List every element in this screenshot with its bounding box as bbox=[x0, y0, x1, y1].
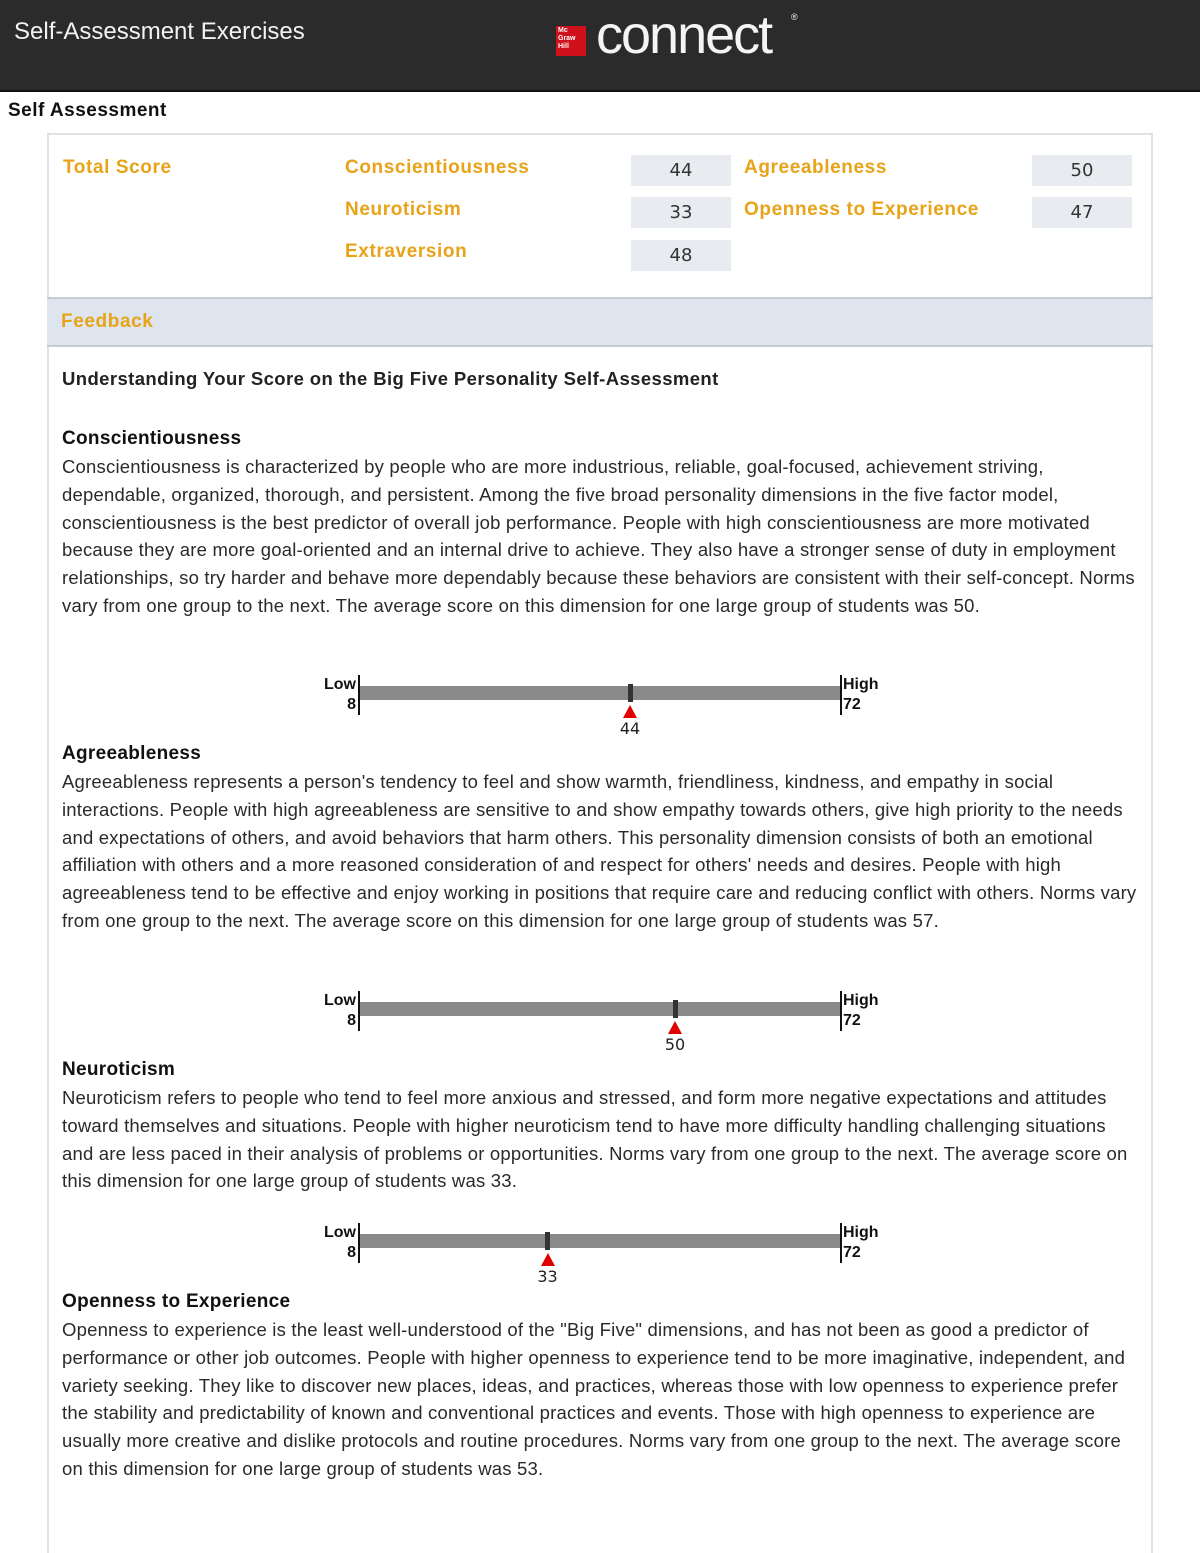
gauge-score-tick bbox=[545, 1232, 550, 1250]
gauge-score-value: 44 bbox=[619, 719, 641, 738]
neuroticism-score: 33 bbox=[631, 197, 731, 228]
gauge-right-edge bbox=[840, 991, 842, 1031]
gauge-low-label: Low 8 bbox=[324, 676, 356, 713]
gauge-score-value: 33 bbox=[537, 1267, 558, 1286]
logo-wordmark: connect bbox=[596, 5, 772, 65]
section-body-openness: Openness to experience is the least well-understood of the "Big Five" dimensions, and has not been as good a predictor of performance or other job outcomes. People with higher openness to experience tend to be more imaginative, independent, and variety seeking. They like to discover new places, ideas, and practices, whereas those with low openness to experience prefer the stability and predictability of known and conventional practices and events. Those with high openness to experience are usually more creative and dislike protocols and routine procedures. Norms vary from one group to the next. The average score on this dimension for one large group of students was 53. bbox=[62, 1319, 1126, 1479]
score-gauge bbox=[300, 991, 900, 1061]
score-pointer-icon bbox=[541, 1253, 555, 1266]
score-gauge bbox=[300, 1223, 900, 1293]
score-gauge bbox=[300, 675, 900, 745]
gauge-high-label: High 72 bbox=[843, 992, 879, 1029]
page-heading: Self Assessment bbox=[8, 100, 167, 121]
feedback-label: Feedback bbox=[61, 311, 154, 332]
gauge-high-label: High 72 bbox=[843, 1224, 879, 1261]
logo-registered-mark: ® bbox=[791, 12, 798, 22]
gauge-high-label: High 72 bbox=[843, 676, 879, 713]
section-body-agreeableness: Agreeableness represents a person's tendency to feel and show warmth, friendliness, kindness, and empathy in social interactions. People with high agreeableness are sensitive to and show empathy towards others, give high priority to the needs and expectations of others, and avoid behaviors that harm others. This personality dimension consists of both an emotional affiliation with others and a more reasoned consideration of and respect for others' needs and desires. People with high agreeableness tend to be effective and enjoy working in positions that require care and reducing conflict with others. Norms vary from one group to the next. The average score on this dimension for one large group of students was 57. bbox=[62, 771, 1137, 931]
gauge-right-edge bbox=[840, 675, 842, 715]
agreeableness-score: 50 bbox=[1032, 155, 1132, 186]
extraversion-label: Extraversion bbox=[345, 241, 468, 262]
total-score-label: Total Score bbox=[63, 157, 172, 178]
neuroticism-label: Neuroticism bbox=[345, 199, 462, 220]
feedback-header bbox=[47, 297, 1153, 347]
section-body-conscientiousness: Conscientiousness is characterized by people who are more industrious, reliable, goal-focused, achievement striving, dependable, organized, thorough, and persistent. Among the five broad personality dimensions in the five factor model, conscientiousness is the best predictor of overall job performance. People with high conscientiousness are more motivated because they are more goal-oriented and an internal drive to achieve. They also have a stronger sense of duty in employment relationships, so try harder and behave more dependably because these behaviors are consistent with their self-concept. Norms vary from one group to the next. The average score on this dimension for one large group of students was 50. bbox=[62, 456, 1135, 616]
header-title: Self-Assessment Exercises bbox=[14, 18, 305, 45]
section-title-openness: Openness to Experience bbox=[62, 1291, 291, 1312]
app-header bbox=[0, 0, 1200, 92]
section-title-conscientiousness: Conscientiousness bbox=[62, 428, 242, 449]
gauge-track bbox=[360, 1234, 840, 1248]
conscientiousness-score: 44 bbox=[631, 155, 731, 186]
logo-badge-text: Mc Graw Hill bbox=[558, 27, 576, 50]
gauge-score-tick bbox=[628, 684, 633, 702]
openness-score: 47 bbox=[1032, 197, 1132, 228]
gauge-low-label: Low 8 bbox=[324, 992, 356, 1029]
feedback-title: Understanding Your Score on the Big Five Personality Self-Assessment bbox=[62, 368, 719, 389]
agreeableness-label: Agreeableness bbox=[744, 157, 887, 178]
score-pointer-icon bbox=[668, 1021, 682, 1034]
gauge-score-value: 50 bbox=[664, 1035, 686, 1054]
openness-label: Openness to Experience bbox=[744, 199, 979, 220]
score-pointer-icon bbox=[623, 705, 637, 718]
extraversion-score: 48 bbox=[631, 240, 731, 271]
mcgraw-hill-logo-icon bbox=[556, 26, 586, 56]
section-body-neuroticism: Neuroticism refers to people who tend to feel more anxious and stressed, and form more negative expectations and attitudes toward themselves and situations. People with higher neuroticism tend to have more difficulty handling challenging situations and are less paced in their analysis of problems or opportunities. Norms vary from one group to the next. The average score on this dimension for one large group of students was 33. bbox=[62, 1087, 1128, 1192]
gauge-low-label: Low 8 bbox=[324, 1224, 356, 1261]
conscientiousness-label: Conscientiousness bbox=[345, 157, 530, 178]
section-title-neuroticism: Neuroticism bbox=[62, 1059, 176, 1080]
section-title-agreeableness: Agreeableness bbox=[62, 743, 202, 764]
gauge-track bbox=[360, 1002, 840, 1016]
gauge-score-tick bbox=[673, 1000, 678, 1018]
gauge-right-edge bbox=[840, 1223, 842, 1263]
gauge-track bbox=[360, 686, 840, 700]
